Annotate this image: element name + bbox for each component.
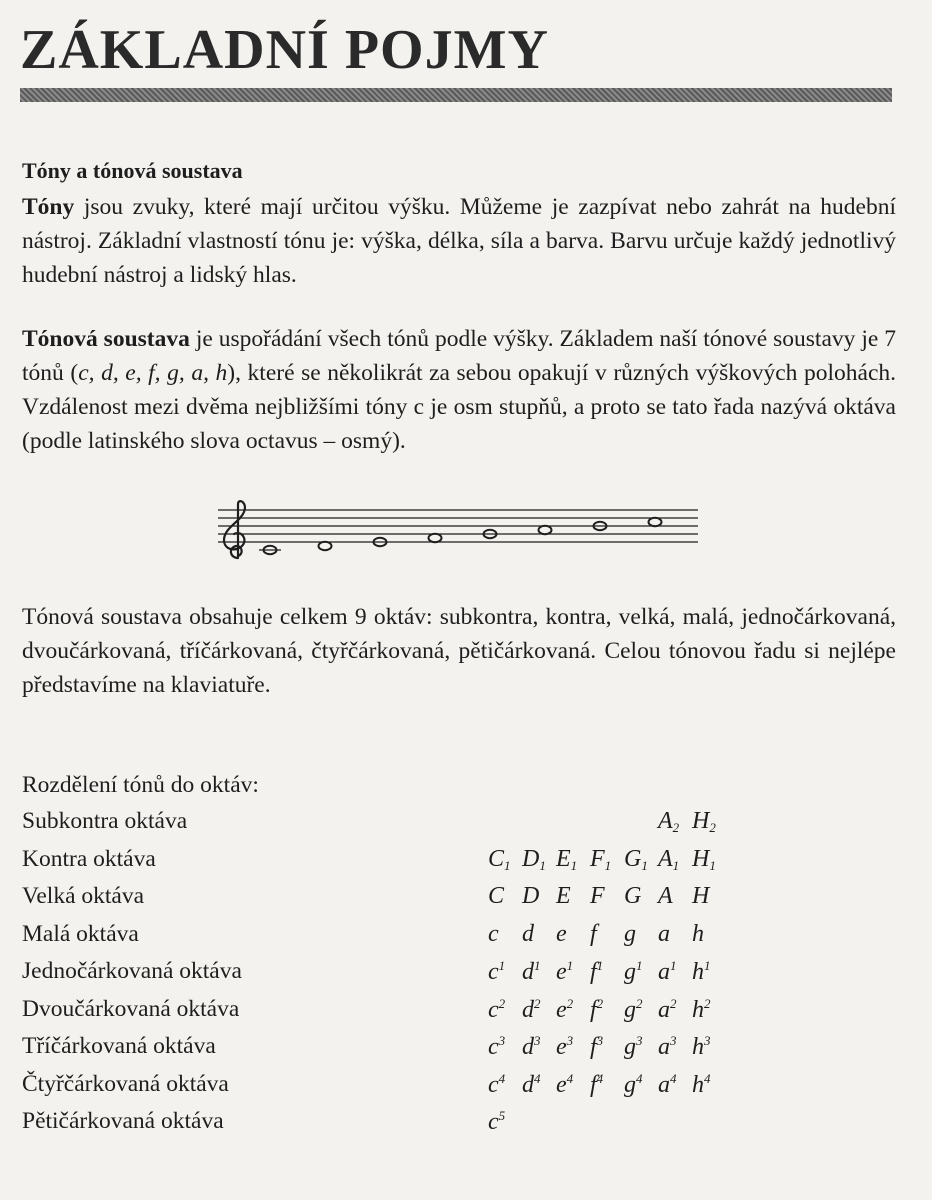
note-octave-mark: 1: [670, 958, 677, 973]
whole-note: [429, 534, 442, 542]
octave-label: Kontra oktáva: [22, 845, 156, 872]
octave-note: [522, 996, 556, 1024]
octave-row: [22, 808, 902, 842]
note-letter: e: [556, 996, 567, 1023]
octave-label: Čtyřčárkovaná oktáva: [22, 1070, 229, 1097]
octave-note: [556, 883, 590, 910]
note-octave-mark: 4: [534, 1070, 541, 1086]
note-letter: a: [658, 996, 670, 1023]
note-octave-mark: 4: [596, 1070, 604, 1086]
note-letter: a: [658, 1071, 670, 1098]
whole-note: [539, 526, 552, 534]
note-letter: g: [624, 1034, 636, 1060]
octave-note: [522, 883, 556, 910]
octave-note: [590, 921, 624, 948]
staff-notes: [259, 518, 662, 554]
octave-note: [488, 883, 522, 910]
term-tone-system: Tónová soustava: [22, 326, 190, 352]
note-letter: d: [522, 920, 534, 947]
note-octave-mark: 1: [566, 958, 574, 973]
octave-note: [658, 846, 692, 874]
octave-label: Velká oktáva: [22, 883, 145, 909]
note-letter: d: [522, 1034, 534, 1060]
octave-note: [692, 996, 726, 1024]
octave-note: [624, 958, 658, 986]
note-octave-mark: 3: [534, 1033, 541, 1048]
octave-note: [658, 996, 692, 1024]
note-letter: c: [488, 1071, 499, 1098]
note-letter: E: [556, 883, 571, 909]
note-letter: d: [522, 1071, 534, 1098]
note-octave-mark: 4: [704, 1070, 711, 1086]
octave-notes: [488, 996, 726, 1024]
note-letter: G: [624, 845, 642, 872]
note-octave-mark: 2: [670, 995, 677, 1011]
octave-note: [522, 958, 556, 986]
octave-notes: [488, 883, 726, 910]
paragraph-octaves-intro: Tónová soustava obsahuje celkem 9 oktáv: subkontra, kontra, velká, malá, jednočárkovaná, dvoučárkovaná, tříčárkovaná, čtyřčárkovaná, pětičárkovaná. Celou tónovou řadu si nejlépe představíme na klaviatuře.: [22, 604, 896, 698]
octave-note: [556, 1033, 590, 1061]
term-tones: Tóny: [22, 194, 75, 220]
note-octave-mark: 1: [709, 857, 716, 873]
note-letter: h: [692, 959, 704, 985]
octave-notes: [488, 921, 726, 948]
paragraph-tones: [22, 190, 896, 292]
octave-note: [692, 958, 726, 986]
note-octave-mark: 1: [596, 958, 604, 973]
note-octave-mark: 2: [498, 995, 506, 1011]
note-letter: E: [556, 845, 571, 872]
octave-note: [556, 996, 590, 1024]
note-octave-mark: 3: [566, 1033, 574, 1048]
octave-label: Malá oktáva: [22, 920, 139, 947]
octave-note: [522, 846, 556, 874]
note-letter: H: [692, 883, 710, 909]
note-letter: c: [488, 959, 499, 985]
octave-note: [658, 1071, 692, 1099]
octave-row: [22, 883, 902, 917]
octave-note: [590, 958, 624, 986]
note-letter: C: [488, 883, 505, 909]
octave-row: [22, 1108, 902, 1142]
note-letter: f: [590, 1071, 597, 1098]
note-letter: g: [624, 996, 636, 1023]
note-letter: e: [556, 920, 567, 947]
staff-lines: [218, 510, 698, 542]
note-letter: h: [692, 920, 704, 947]
octave-note: [658, 921, 692, 948]
note-letter: C: [488, 845, 505, 872]
note-letter: h: [692, 1071, 704, 1098]
octave-note: [590, 883, 624, 910]
octave-note: [556, 1071, 590, 1099]
music-staff-scale: [218, 500, 698, 562]
note-octave-mark: 2: [704, 995, 711, 1011]
octave-note: [692, 1071, 726, 1099]
octave-note: [556, 846, 590, 874]
note-letter: g: [624, 959, 636, 985]
octave-note: [488, 1108, 522, 1136]
note-letter: A: [658, 808, 673, 834]
note-letter: e: [556, 1034, 567, 1060]
octave-note: [658, 808, 692, 836]
octaves-caption: Rozdělení tónů do oktáv:: [22, 772, 259, 798]
note-letter: d: [522, 996, 534, 1023]
note-octave-mark: 1: [604, 857, 612, 873]
octave-note: [590, 1033, 624, 1061]
octave-note: [658, 883, 692, 910]
note-octave-mark: 3: [636, 1033, 643, 1048]
octave-note: [590, 846, 624, 874]
note-octave-mark: 3: [670, 1033, 677, 1048]
note-letter: F: [590, 883, 605, 909]
octave-note: [658, 958, 692, 986]
note-letter: f: [590, 1034, 597, 1060]
note-octave-mark: 2: [709, 820, 716, 835]
note-octave-mark: 1: [704, 958, 711, 973]
note-octave-mark: 2: [566, 995, 574, 1011]
note-octave-mark: 1: [570, 857, 578, 873]
octave-row: [22, 1033, 902, 1067]
octave-note: [624, 996, 658, 1024]
octave-row: [22, 1071, 902, 1105]
octave-notes: [488, 846, 726, 874]
octave-note: [522, 1033, 556, 1061]
section-heading: Tóny a tónová soustava: [22, 158, 243, 183]
octave-note: [556, 958, 590, 986]
octave-label: Jednočárkovaná oktáva: [22, 958, 242, 984]
octave-note: [488, 958, 522, 986]
octave-notes: [488, 1071, 726, 1099]
octave-notes: [488, 1108, 522, 1136]
octave-label: Dvoučárkovaná oktáva: [22, 995, 240, 1022]
note-letter: g: [624, 1071, 636, 1098]
note-octave-mark: 1: [504, 857, 511, 873]
note-letter: A: [658, 883, 673, 909]
note-octave-mark: 1: [672, 857, 680, 873]
note-letter: D: [522, 845, 540, 872]
page-title: ZÁKLADNÍ POJMY: [20, 19, 549, 81]
octave-note: [522, 1071, 556, 1099]
octave-note: [522, 921, 556, 948]
note-letter: F: [590, 845, 605, 872]
note-octave-mark: 3: [704, 1033, 711, 1048]
octave-note: [658, 1033, 692, 1061]
note-letter: h: [692, 1034, 704, 1060]
octave-notes: [488, 808, 726, 836]
octave-note: [488, 846, 522, 874]
octave-row: [22, 996, 902, 1030]
note-octave-mark: 1: [539, 857, 546, 873]
paragraph-tone-system-text-a: je uspořádání všech tónů podle výšky. Základem naší tónové soustavy je 7 tónů (: [22, 326, 896, 386]
note-octave-mark: 1: [641, 857, 648, 873]
note-octave-mark: 3: [498, 1033, 506, 1048]
tone-names: c, d, e, f, g, a, h: [78, 360, 228, 386]
octave-note: [488, 1033, 522, 1061]
whole-note: [649, 518, 662, 526]
note-letter: h: [692, 996, 704, 1023]
octave-note: [624, 846, 658, 874]
note-octave-mark: 2: [596, 995, 604, 1011]
note-letter: g: [624, 920, 636, 947]
octave-note: [692, 883, 726, 910]
note-letter: H: [692, 808, 710, 834]
octave-label: Tříčárkovaná oktáva: [22, 1033, 216, 1059]
octave-notes: [488, 1033, 726, 1061]
octave-note: [692, 808, 726, 836]
note-letter: c: [488, 1109, 499, 1135]
note-octave-mark: 3: [596, 1033, 604, 1048]
octave-note: [624, 1033, 658, 1061]
octave-note: [488, 996, 522, 1024]
octave-note: [590, 1071, 624, 1099]
note-letter: a: [658, 920, 670, 947]
note-letter: f: [590, 920, 597, 947]
note-octave-mark: 5: [498, 1108, 506, 1123]
note-letter: c: [488, 1034, 499, 1060]
octave-row: [22, 921, 902, 955]
note-letter: D: [522, 883, 540, 909]
note-octave-mark: 2: [672, 820, 680, 835]
octave-note: [556, 921, 590, 948]
note-letter: e: [556, 959, 567, 985]
octave-note: [624, 883, 658, 910]
octave-label: Pětičárkovaná oktáva: [22, 1108, 224, 1134]
octave-row: [22, 958, 902, 992]
title-underline-bar: [20, 88, 892, 102]
octave-row: [22, 846, 902, 880]
octave-note: [692, 1033, 726, 1061]
octave-note: [624, 921, 658, 948]
octave-note: [488, 921, 522, 948]
octave-note: [624, 1071, 658, 1099]
note-letter: e: [556, 1071, 567, 1098]
octave-label: Subkontra oktáva: [22, 808, 188, 834]
note-letter: a: [658, 1034, 670, 1060]
octave-notes: [488, 958, 726, 986]
whole-note: [319, 542, 332, 550]
octave-note: [692, 921, 726, 948]
note-octave-mark: 1: [534, 958, 541, 973]
note-letter: H: [692, 845, 710, 872]
octave-note: [692, 846, 726, 874]
octave-note: [590, 996, 624, 1024]
paragraph-tone-system-text-b: ), které se několikrát za sebou opakují v různých výškových polohách. Vzdálenost mezi dvěma nejbližšími tóny c je osm stupňů, a proto se tato řada nazývá oktáva (podle latinského slova octavus – osmý).: [22, 360, 897, 454]
note-letter: c: [488, 996, 499, 1023]
note-letter: d: [522, 959, 534, 985]
note-octave-mark: 2: [636, 995, 643, 1011]
note-octave-mark: 1: [636, 958, 643, 973]
note-letter: a: [658, 959, 670, 985]
note-letter: G: [624, 883, 642, 909]
paragraph-tones-text: jsou zvuky, které mají určitou výšku. Můžeme je zazpívat nebo zahrát na hudební nástroj. Základní vlastností tónu je: výška, délka, síla a barva. Barvu určuje každý jednotlivý hudební nástroj a lidský hlas.: [22, 194, 896, 288]
note-letter: c: [488, 920, 499, 947]
note-letter: A: [658, 845, 673, 872]
note-octave-mark: 2: [534, 995, 541, 1011]
note-letter: f: [590, 996, 597, 1023]
note-octave-mark: 1: [498, 958, 506, 973]
note-octave-mark: 4: [670, 1070, 677, 1086]
note-octave-mark: 4: [566, 1070, 574, 1086]
paragraph-tone-system: [22, 322, 896, 458]
note-octave-mark: 4: [636, 1070, 643, 1086]
octave-note: [488, 1071, 522, 1099]
note-octave-mark: 4: [498, 1070, 506, 1086]
note-letter: f: [590, 959, 597, 985]
